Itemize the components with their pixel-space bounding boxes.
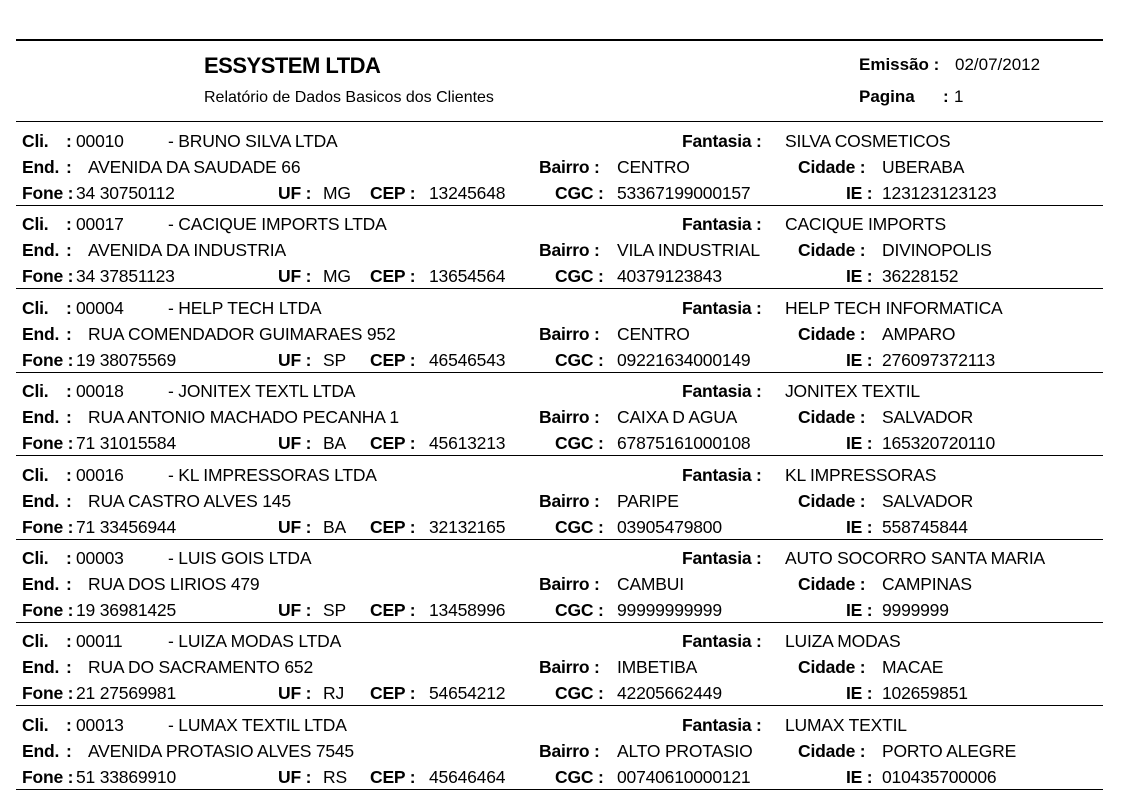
page-separator: :: [943, 87, 949, 106]
cli-separator: :: [66, 381, 72, 402]
cidade-value: PORTO ALEGRE: [882, 740, 1017, 761]
cgc-label: CGC :: [555, 600, 604, 620]
report-subtitle: Relatório de Dados Basicos dos Clientes: [204, 89, 494, 106]
page-number: 1: [954, 87, 964, 106]
end-separator: :: [66, 657, 72, 678]
uf-value: SP: [323, 600, 346, 620]
client-record: [0, 381, 1128, 464]
fantasia-value: SILVA COSMETICOS: [785, 131, 951, 151]
cgc-label: CGC :: [555, 516, 604, 537]
ie-label: IE :: [846, 183, 873, 203]
bairro-value: ALTO PROTASIO: [617, 740, 753, 761]
top-rule: [16, 39, 1103, 41]
client-name: - LUIS GOIS LTDA: [168, 548, 312, 568]
bairro-label: Bairro :: [539, 657, 600, 678]
ie-label: IE :: [846, 766, 873, 787]
cli-separator: :: [66, 464, 72, 485]
cidade-value: DIVINOPOLIS: [882, 240, 992, 261]
uf-value: MG: [323, 266, 351, 287]
cep-value: 13654564: [429, 266, 506, 287]
fantasia-value: AUTO SOCORRO SANTA MARIA: [785, 548, 1046, 568]
end-label: End.: [22, 574, 60, 594]
fone-label: Fone :: [22, 600, 74, 620]
cep-value: 32132165: [429, 516, 506, 537]
cli-label: Cli.: [22, 131, 49, 151]
end-label: End.: [22, 657, 60, 678]
uf-label: UF :: [278, 683, 312, 704]
ie-value: 9999999: [882, 600, 949, 620]
fone-label: Fone :: [22, 266, 74, 287]
fone-value: 34 37851123: [76, 266, 175, 287]
client-code: 00003: [76, 548, 124, 568]
end-separator: :: [66, 157, 72, 177]
cgc-value: 53367199000157: [617, 183, 751, 203]
ie-value: 123123123123: [882, 183, 997, 203]
fantasia-label: Fantasia :: [682, 131, 762, 151]
ie-value: 276097372113: [882, 349, 996, 370]
page-label: Pagina: [859, 87, 915, 106]
header-rule: [16, 121, 1103, 122]
uf-value: RS: [323, 766, 347, 787]
cgc-label: CGC :: [555, 266, 604, 287]
cep-label: CEP :: [370, 683, 416, 704]
cep-label: CEP :: [370, 766, 416, 787]
end-separator: :: [66, 574, 72, 594]
end-label: End.: [22, 323, 60, 344]
cli-label: Cli.: [22, 297, 49, 318]
uf-value: BA: [323, 433, 346, 454]
cep-value: 46546543: [429, 349, 506, 370]
cli-separator: :: [66, 131, 72, 151]
client-name: - HELP TECH LTDA: [168, 297, 322, 318]
cidade-value: MACAE: [882, 657, 944, 678]
cgc-value: 00740610000121: [617, 766, 751, 787]
client-name: - BRUNO SILVA LTDA: [168, 131, 338, 151]
cli-separator: :: [66, 297, 72, 318]
client-name: - LUIZA MODAS LTDA: [168, 631, 342, 652]
fone-value: 71 33456944: [76, 516, 176, 537]
uf-label: UF :: [278, 349, 312, 370]
fone-value: 71 31015584: [76, 433, 176, 454]
client-code: 00017: [76, 214, 124, 235]
fantasia-value: JONITEX TEXTIL: [785, 381, 920, 402]
record-separator: [16, 539, 1103, 540]
fone-label: Fone :: [22, 516, 74, 537]
end-label: End.: [22, 240, 60, 261]
cep-value: 45613213: [429, 433, 506, 454]
cli-label: Cli.: [22, 464, 49, 485]
bairro-label: Bairro :: [539, 240, 600, 261]
client-name: - LUMAX TEXTIL LTDA: [168, 714, 347, 735]
ie-value: 165320720110: [882, 433, 996, 454]
ie-label: IE :: [846, 433, 873, 454]
cgc-value: 99999999999: [617, 600, 722, 620]
cep-label: CEP :: [370, 266, 416, 287]
uf-label: UF :: [278, 600, 312, 620]
end-label: End.: [22, 407, 60, 428]
end-separator: :: [66, 407, 72, 428]
fone-value: 21 27569981: [76, 683, 176, 704]
bairro-value: CENTRO: [617, 323, 690, 344]
fone-label: Fone :: [22, 766, 74, 787]
record-separator: [16, 455, 1103, 456]
fantasia-value: CACIQUE IMPORTS: [785, 214, 947, 235]
ie-label: IE :: [846, 266, 873, 287]
record-separator: [16, 705, 1103, 706]
cli-separator: :: [66, 214, 72, 235]
bairro-label: Bairro :: [539, 407, 600, 428]
cep-label: CEP :: [370, 183, 416, 203]
cep-value: 45646464: [429, 766, 506, 787]
client-code: 00013: [76, 714, 124, 735]
client-record: [0, 298, 1128, 381]
fone-label: Fone :: [22, 683, 74, 704]
ie-value: 558745844: [882, 516, 968, 537]
fantasia-label: Fantasia :: [682, 381, 762, 402]
cli-label: Cli.: [22, 381, 49, 402]
record-separator: [16, 205, 1103, 206]
bairro-label: Bairro :: [539, 157, 600, 177]
bairro-value: CAMBUI: [617, 574, 684, 594]
endereco-value: RUA CASTRO ALVES 145: [88, 490, 291, 511]
cep-label: CEP :: [370, 516, 416, 537]
cgc-label: CGC :: [555, 183, 604, 203]
fantasia-value: LUMAX TEXTIL: [785, 714, 907, 735]
client-name: - KL IMPRESSORAS LTDA: [168, 464, 377, 485]
cep-value: 54654212: [429, 683, 506, 704]
cep-label: CEP :: [370, 349, 416, 370]
client-record: [0, 465, 1128, 548]
end-separator: :: [66, 323, 72, 344]
uf-label: UF :: [278, 766, 312, 787]
end-separator: :: [66, 240, 72, 261]
cidade-value: SALVADOR: [882, 490, 974, 511]
client-code: 00016: [76, 464, 124, 485]
cidade-value: CAMPINAS: [882, 574, 972, 594]
cli-separator: :: [66, 548, 72, 568]
fone-value: 19 36981425: [76, 600, 176, 620]
uf-value: BA: [323, 516, 346, 537]
bairro-label: Bairro :: [539, 740, 600, 761]
cidade-label: Cidade :: [798, 323, 866, 344]
cidade-value: UBERABA: [882, 157, 965, 177]
cli-label: Cli.: [22, 631, 49, 652]
endereco-value: RUA DO SACRAMENTO 652: [88, 657, 313, 678]
client-name: - CACIQUE IMPORTS LTDA: [168, 214, 387, 235]
client-record: [0, 131, 1128, 214]
bairro-label: Bairro :: [539, 323, 600, 344]
record-separator: [16, 372, 1103, 373]
emission-label: Emissão :: [859, 55, 940, 74]
end-separator: :: [66, 740, 72, 761]
client-record: [0, 548, 1128, 631]
cidade-label: Cidade :: [798, 657, 866, 678]
endereco-value: RUA COMENDADOR GUIMARAES 952: [88, 323, 396, 344]
fantasia-value: LUIZA MODAS: [785, 631, 901, 652]
cli-separator: :: [66, 631, 72, 652]
bairro-value: IMBETIBA: [617, 657, 698, 678]
ie-value: 010435700006: [882, 766, 997, 787]
fantasia-value: KL IMPRESSORAS: [785, 464, 937, 485]
cep-value: 13458996: [429, 600, 506, 620]
bairro-value: VILA INDUSTRIAL: [617, 240, 760, 261]
client-record: [0, 715, 1128, 798]
bairro-label: Bairro :: [539, 574, 600, 594]
cgc-value: 42205662449: [617, 683, 722, 704]
client-record: [0, 214, 1128, 297]
cidade-label: Cidade :: [798, 240, 866, 261]
cli-label: Cli.: [22, 714, 49, 735]
record-separator: [16, 789, 1103, 790]
endereco-value: RUA ANTONIO MACHADO PECANHA 1: [88, 407, 399, 428]
ie-value: 102659851: [882, 683, 968, 704]
cgc-value: 09221634000149: [617, 349, 751, 370]
fone-value: 51 33869910: [76, 766, 176, 787]
ie-value: 36228152: [882, 266, 959, 287]
fantasia-label: Fantasia :: [682, 548, 762, 568]
cidade-value: AMPARO: [882, 323, 956, 344]
fantasia-label: Fantasia :: [682, 714, 762, 735]
uf-value: SP: [323, 349, 346, 370]
cgc-label: CGC :: [555, 766, 604, 787]
cidade-value: SALVADOR: [882, 407, 974, 428]
uf-label: UF :: [278, 266, 312, 287]
endereco-value: AVENIDA DA SAUDADE 66: [88, 157, 301, 177]
ie-label: IE :: [846, 516, 873, 537]
endereco-value: RUA DOS LIRIOS 479: [88, 574, 260, 594]
fantasia-value: HELP TECH INFORMATICA: [785, 297, 1003, 318]
cli-separator: :: [66, 714, 72, 735]
uf-value: RJ: [323, 683, 344, 704]
fone-value: 19 38075569: [76, 349, 176, 370]
cep-label: CEP :: [370, 600, 416, 620]
fone-value: 34 30750112: [76, 183, 175, 203]
ie-label: IE :: [846, 349, 873, 370]
cgc-label: CGC :: [555, 433, 604, 454]
end-separator: :: [66, 490, 72, 511]
cidade-label: Cidade :: [798, 574, 866, 594]
bairro-label: Bairro :: [539, 490, 600, 511]
bairro-value: CENTRO: [617, 157, 690, 177]
client-code: 00018: [76, 381, 124, 402]
ie-label: IE :: [846, 683, 873, 704]
uf-label: UF :: [278, 433, 312, 454]
fone-label: Fone :: [22, 183, 74, 203]
cgc-label: CGC :: [555, 683, 604, 704]
fone-label: Fone :: [22, 433, 74, 454]
cidade-label: Cidade :: [798, 490, 866, 511]
client-code: 00011: [76, 631, 123, 652]
cep-label: CEP :: [370, 433, 416, 454]
cgc-value: 40379123843: [617, 266, 722, 287]
cgc-value: 67875161000108: [617, 433, 751, 454]
cgc-value: 03905479800: [617, 516, 722, 537]
fantasia-label: Fantasia :: [682, 214, 762, 235]
uf-value: MG: [323, 183, 351, 203]
cli-label: Cli.: [22, 548, 49, 568]
fantasia-label: Fantasia :: [682, 631, 762, 652]
company-name: ESSYSTEM LTDA: [204, 53, 381, 78]
end-label: End.: [22, 490, 60, 511]
fantasia-label: Fantasia :: [682, 464, 762, 485]
cidade-label: Cidade :: [798, 157, 866, 177]
cgc-label: CGC :: [555, 349, 604, 370]
fone-label: Fone :: [22, 349, 74, 370]
record-separator: [16, 622, 1103, 623]
end-label: End.: [22, 740, 60, 761]
record-separator: [16, 288, 1103, 289]
client-code: 00010: [76, 131, 124, 151]
ie-label: IE :: [846, 600, 873, 620]
endereco-value: AVENIDA PROTASIO ALVES 7545: [88, 740, 354, 761]
client-code: 00004: [76, 297, 124, 318]
client-record: [0, 631, 1128, 714]
bairro-value: PARIPE: [617, 490, 679, 511]
client-name: - JONITEX TEXTL LTDA: [168, 381, 356, 402]
end-label: End.: [22, 157, 60, 177]
uf-label: UF :: [278, 516, 312, 537]
uf-label: UF :: [278, 183, 312, 203]
endereco-value: AVENIDA DA INDUSTRIA: [88, 240, 286, 261]
cep-value: 13245648: [429, 183, 506, 203]
fantasia-label: Fantasia :: [682, 297, 762, 318]
bairro-value: CAIXA D AGUA: [617, 407, 738, 428]
cidade-label: Cidade :: [798, 407, 866, 428]
cli-label: Cli.: [22, 214, 49, 235]
cidade-label: Cidade :: [798, 740, 866, 761]
emission-date: 02/07/2012: [955, 55, 1041, 74]
